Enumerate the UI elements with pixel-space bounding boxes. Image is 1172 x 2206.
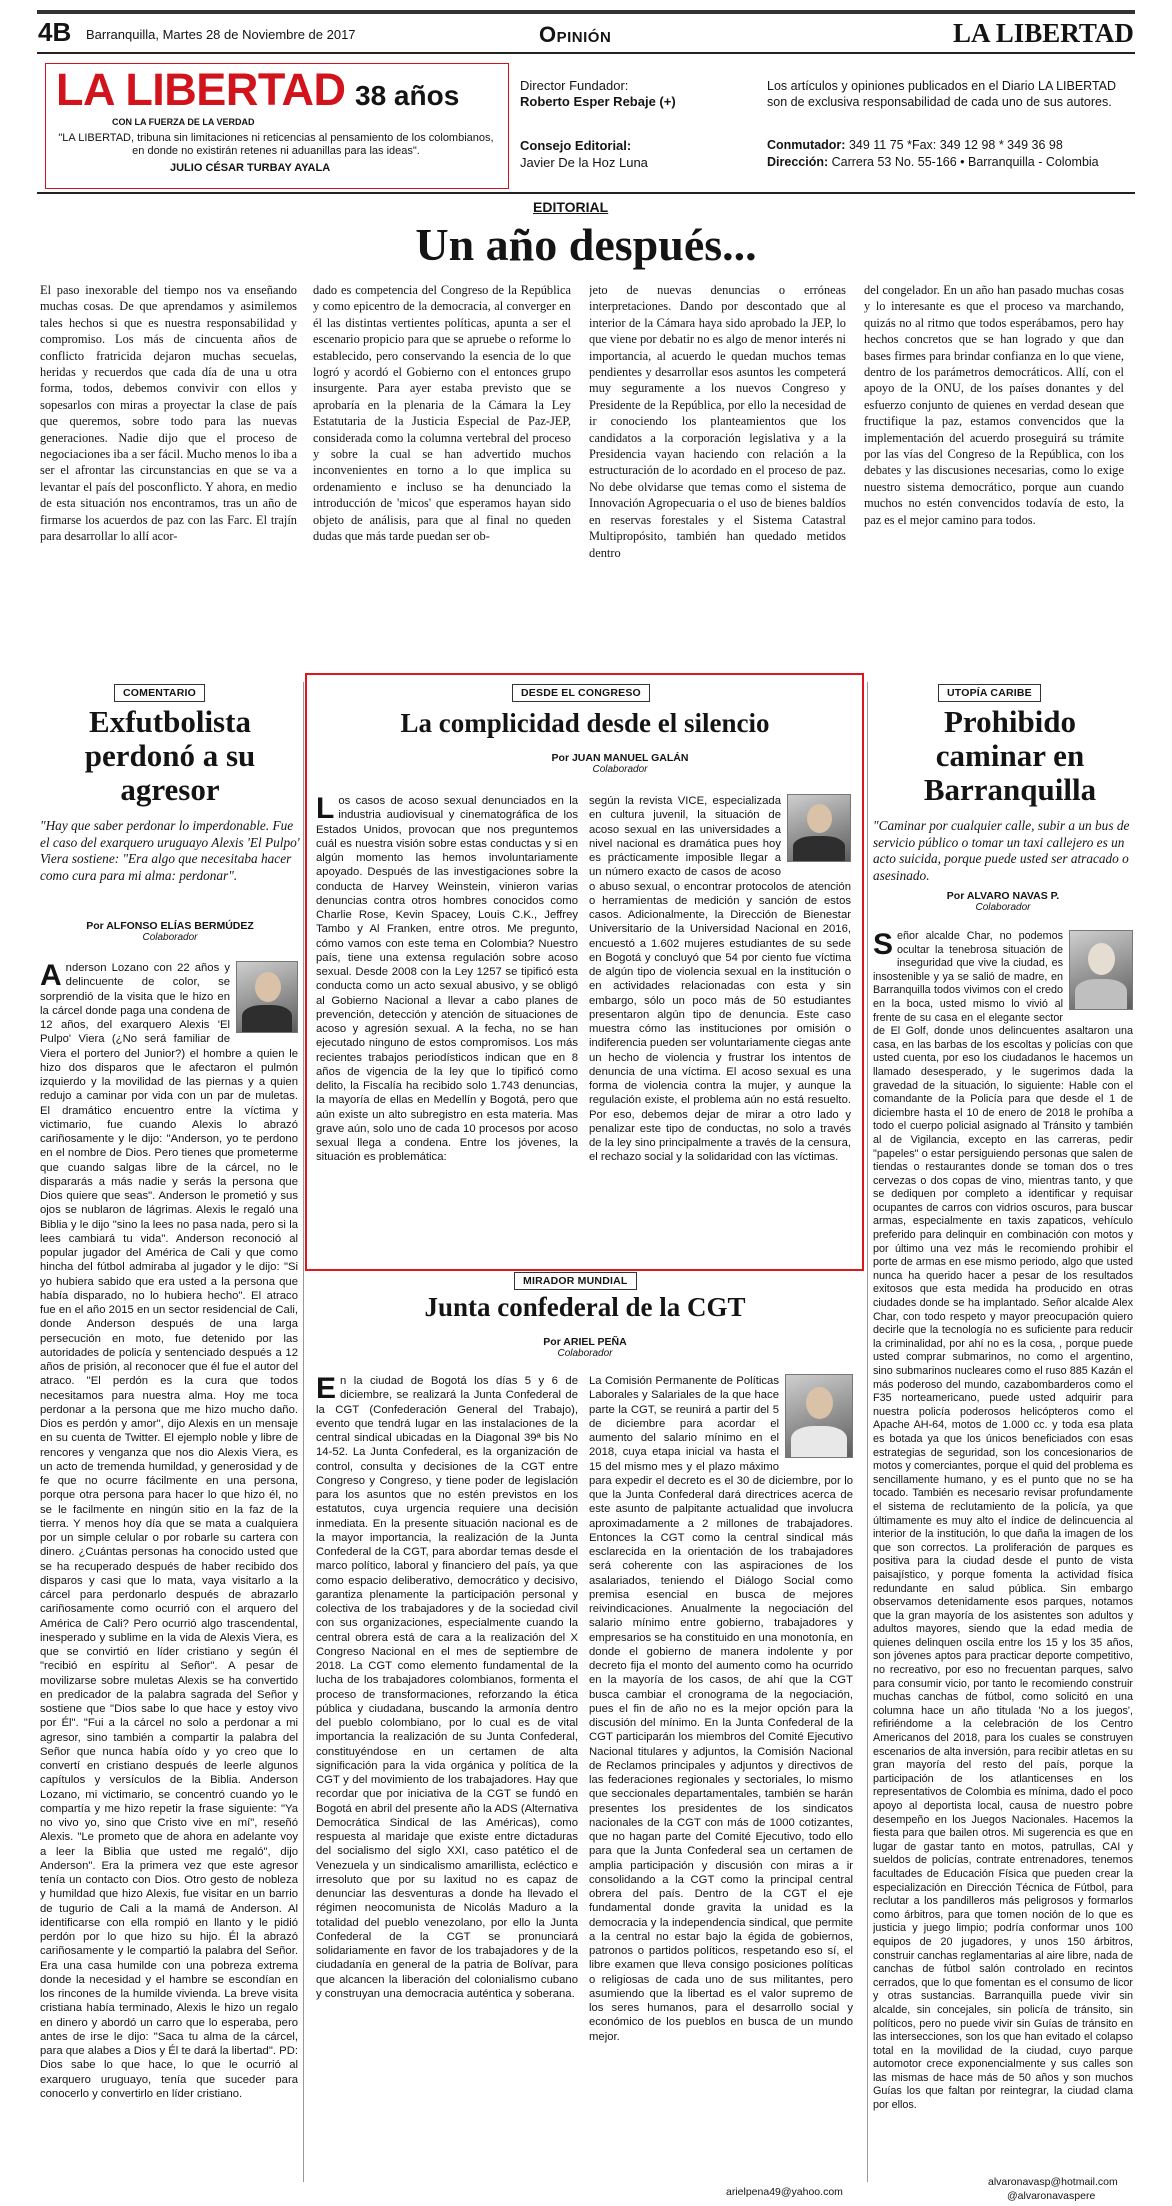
- founder-name: Roberto Esper Rebaje (+): [520, 94, 676, 109]
- editorial-column-4: del congelador. En un año han pasado muchas cosas y lo interesante es que el proceso va marchando, quizás no al ritmo que todos esperábamos, pero hay hechos concretos que se han logrado y que dan bases firmes para brindar confianza en lo que viene, dentro de los parámetros democráticos. Allí, con el apoyo de la ONU, de los países donantes y del esfuerzo conjunto de quienes en verdad desean que fructifique la paz, estamos convencidos que la implementación del acuerdo proseguirá su trámite por las vías del Congreso de la República, con los debates y las discusiones necesarias, como lo exige nuestro sistema democrático, porque aun cuando muchos no estén convencidos todavía de esto, la paz es el mejor camino para todos.: [864, 283, 1124, 527]
- comentario-author: Por ALFONSO ELÍAS BERMÚDEZ: [86, 920, 254, 932]
- editorial-label: EDITORIAL: [533, 199, 609, 215]
- comentario-role: Colaborador: [142, 932, 198, 943]
- masthead-slogan: CON LA FUERZA DE LA VERDAD: [112, 117, 255, 127]
- utopia-email: alvaronavasp@hotmail.com: [988, 2176, 1118, 2188]
- cgt-title: Junta confederal de la CGT: [424, 1292, 746, 1322]
- page-number: 4B: [38, 17, 72, 47]
- congreso-byline: [470, 752, 770, 775]
- utopia-label: UTOPÍA CARIBE: [938, 684, 1041, 702]
- top-rule: [37, 10, 1135, 14]
- editorial-title: Un año después...: [415, 219, 757, 270]
- utopia-lead: "Caminar por cualquier calle, subir a un bus de servicio público o tomar un taxi callejero es un acto suicida, porque puede usted ser atracado o asesinado.: [873, 818, 1130, 883]
- address-label: Dirección:: [767, 155, 829, 169]
- author-photo-bermudez: [236, 961, 298, 1033]
- divider-right: [867, 682, 868, 2182]
- congreso-role: Colaborador: [592, 764, 648, 775]
- utopia-drop-cap: S: [873, 930, 894, 961]
- cgt-byline: [470, 1336, 700, 1359]
- address: [767, 155, 1099, 169]
- utopia-twitter: @alvaronavaspere: [1007, 2190, 1096, 2202]
- cgt-drop-cap: E: [316, 1374, 337, 1405]
- masthead-rule: [37, 192, 1135, 194]
- header-date: Barranquilla, Martes 28 de Noviembre de 2017: [86, 27, 356, 42]
- utopia-role: Colaborador: [975, 902, 1031, 913]
- cgt-body-left: En la ciudad de Bogotá los días 5 y 6 de diciembre, se realizará la Junta Confederal de la CGT (Confederación General del Trabajo), evento que tendrá lugar en las instalaciones de la central sindical ubicadas en la Diagonal 39ª bis No 14-52. La Junta Confederal, es la organización de control, consulta y decisiones de la CGT entre Congreso y Congreso, y tiene poder de legislación para los asuntos que no estén previstos en los estatutos, cuya urgencia requiere una decisión inmediata. En la presente situación nacional es de la mayor importancia, la realización de la Junta Confederal de la CGT, para abordar temas desde el marco político, laboral y financiero del país, ya que como espacio deliberativo, democrático y decisivo, garantiza plenamente la participación personal y colectiva de los trabajadores y de la sociedad civil con sus organizaciones, especialmente cuando la central obrera está de cara a la realización del X Congreso Nacional en el mes de septiembre de 2018. La CGT como elemento fundamental de la lucha de los trabajadores colombianos, formenta el proceso de transformaciones, reforzando la ética pública y ciudadana, buscando la armonía dentro del pueblo colombiano, por lo cual es de vital importancia la realización de su Junta Confederal, constituyéndose en un certamen de alta significación para la vida orgánica y política de la CGT y del movimiento de los trabajadores. Hay que recordar que por iniciativa de la CGT se fundó en Bogotá en abril del presente año la ADS (Alternativa Democrática Sindical de las Américas), como respuesta al maridaje que existe entre dictaduras del socialismo del siglo XXI, caso patético el de Venezuela y un sindicalismo amarillista, ecléctico e irresoluto que por su laxitud no es capaz de denunciar las desventuras a donde ha llevado el régimen neocomunista de Nicolás Maduro a la totalidad del pueblo venezolano, por ello la Junta Confederal de la CGT se pronunciará solidariamente en favor de los trabajadores y de la ciudadanía en general de la patria de Bolívar, para que alcancen la liberación del colonialismo cubano y construyan una democracia auténtica y soberana.: [316, 1374, 578, 2000]
- comentario-byline: [40, 920, 300, 943]
- comentario-drop-cap: A: [40, 961, 62, 992]
- congreso-drop-cap: L: [316, 794, 335, 825]
- comentario-body: Anderson Lozano con 22 años y delincuente de color, se sorprendió de la visita que le hizo en la cárcel donde paga una condena de 12 años, del exarquero Alexis 'El Pulpo' Viera (¿No será familiar de Viera el portero del Junior?) el hombre a quien le hizo dos disparos que le afectaron el pulmón izquierdo y la movilidad de las piernas y a quien redujo a caminar por vida con un par de muletas. El dramático encuentro entre la víctima y victimario, fue cuando Alexis lo abrazó cariñosamente y le dijo: "Anderson, yo te perdono en el nombre de Dios. Pero tienes que prometerme que cuando salgas libre de la cárcel, no le dispararás a más nadie y serás la persona que Dios quiere que seas". Anderson le prometió y sus ojos se nublaron de lágrimas. Alexis le regaló una Biblia y le dijo "sino la lees no pasa nada, pero si la lees cambiará tu vida". Anderson reconoció al popular jugador del América de Cali y que como hincha del fútbol admiraba al jugador y le dijo: "Si yo hubiera sabido que era usted a la persona que había disparado, no lo hubiera hecho". El atraco fue en el año 2015 en un sector residencial de Cali, donde Anderson después de una larga persecución en moto, fue detenido por las autoridades de policía y sentenciado después a 12 años de prisión, al reconocer que él fue el autor del atraco. "El perdón es la cura que todos necesitamos para nuestra alma. Hoy me toca perdonar a la persona que me hizo mucho daño. Dios es perdón y amor", dijo Alexis en un mensaje en su cuenta de Twitter. El ejemplo noble y libre de rencores y venganza que nos dio Alexis Viera, es un acto de tremenda humildad, y generosidad y de fe que no ocurre fácilmente en una persona, porque otra persona para hacer lo que hizo él, no se le facilmente en ningún sitio en la faz de la tierra. Y menos hoy día que se mata a cualquiera por un simple celular o por robarle su cartera con dinero. ¿Cuántas personas ha conocido usted que se ha recuperado después de haber recibido dos disparos y casi que lo mata, vaya visitarlo a la cárcel para perdonarlo después de abrazarlo cariñosamente como ocurrió con el arquero del América de Cali? Pero ocurrió algo trascendental, inesperado y sublime en la vida de Alexis Viera, es que se convirtió en líder cristiano y según él "recibió en espíritu al Señor". A pesar de movilizarse sobre muletas Alexis se ha convertido en predicador de la palabra sagrada del Señor y sostiene que "Dios sabe lo que hace y estoy vivo por Él". "Fui a la cárcel no solo a perdonar a mi agresor, sino también a compartir la palabra del Señor que nunca había oído y yo creo que lo convertí en cristiano después de leerle algunos capítulos y versículos de la Biblia. Anderson Lozano, mi victimario, se concentró cuando yo le compartía y me hizo repetir la frase siguiente: "Ya no vivo yo, sino que Cristo vive en mí", reseñó Alexis. "Le prometo que de ahora en adelante voy a leer la Biblia que usted me regaló", dijo Anderson". Era la primera vez que este agresor tenía un contacto con Dios. Otro gesto de nobleza y humildad que hizo Alexis, fue visitar en un barrio de tugurio de Cali a la mamá de Anderson. Al identificarse con ella rompió en llanto y le pidió perdón por lo que hizo su hijo. Él la abrazó cariñosamente y le compartió la palabra del Señor. Era una casa humilde con una pobreza extrema donde la necesidad y el hambre se escondían en los rincones de la humilde vivienda. La breve visita cristiana había terminado, Alexis le hizo un regalo en dinero y abordó un carro que lo esperaba, pero antes de irse le dijo: "Saca tu alma de la cárcel, para que alabes a Dios y Él te dará la libertad". PD: Dios sabe lo que hace, lo que le ocurrió al exarquero uruguayo, tenía que suceder para conocerlo y convertirlo en líder cristiano.: [40, 961, 298, 2100]
- address-text: Carrera 53 No. 55-166 • Barranquilla - Colombia: [831, 155, 1099, 169]
- congreso-author: Por JUAN MANUEL GALÁN: [551, 752, 689, 764]
- utopia-byline: [873, 890, 1133, 913]
- disclaimer: Los artículos y opiniones publicados en el Diario LA LIBERTAD son de exclusiva responsabilidad de cada uno de sus autores.: [767, 79, 1117, 109]
- masthead-logo: LA LIBERTAD: [56, 64, 346, 115]
- cgt-role: Colaborador: [557, 1348, 613, 1359]
- switchboard: [767, 138, 1063, 152]
- section-title: Opinión: [539, 22, 612, 47]
- switchboard-label: Conmutador:: [767, 138, 846, 152]
- cgt-author: Por ARIEL PEÑA: [543, 1336, 627, 1348]
- cgt-body-right: La Comisión Permanente de Políticas Laborales y Salariales de la que hace parte la CGT, se reunirá a partir del 5 de diciembre para acordar el aumento del salario mínimo en el 2018, cuya etapa inicial va hasta el 15 del mismo mes y el plazo máximo para expedir el decreto es el 30 de diciembre, por lo que la Junta Confederal dará directrices acerca de este asunto de palpitante actualidad que involucra aproximadamente a 2 millones de trabajadores. Entonces la CGT como la central sindical más esclarecida en la orientación de los trabajadores será coherente con las aspiraciones de los asalariados, teniendo el Diálogo Social como premisa esencial en busca de mejores reivindicaciones. Anualmente la negociación del salario mínimo entre gobierno, trabajadores y empresarios se ha constituido en una monotonía, en donde el gobierno de manera indolente y por decreto fija el monto del aumento como ha ocurrido en la mayoría de los casos, de ahí que la CGT busca cambiar el cronograma de la negociación, pues el fin de año no es la mejor opción para la discusión del mínimo. En la Junta Confederal de la CGT participarán los miembros del Comité Ejecutivo Nacional titulares y adjuntos, la Comisión Nacional de Reclamos principales y adjuntos y directivos de las federaciones regionales y sectoriales, lo mismo que seccionales departamentales, también se harán presentes los presidentes de los sindicatos nacionales de la CGT con más de 1000 cotizantes, que no hagan parte del Comité Ejecutivo, todo ello para que la Junta Confederal sea un certamen de amplia participación y discusión con miras a ir consolidando a la CGT como la principal central obrera del país. Dentro de la CGT el eje fundamental donde gravita la unidad es la democracia y la independencia sindical, que permite a la central no estar bajo la égida de gobiernos, patronos o partidos políticos, respetando eso sí, el libre examen que lleva consigo posiciones políticas o religiosas de cada uno de sus militantes, pero asumiendo que la libertad es el valor supremo de los seres humanos, para el desarrollo social y económico de los pueblos en busca de un mundo mejor.: [589, 1375, 853, 2043]
- cgt-label: MIRADOR MUNDIAL: [514, 1272, 637, 1290]
- author-photo-navas: [1069, 930, 1133, 1010]
- founder-label: Director Fundador:: [520, 78, 629, 93]
- cgt-email: arielpena49@yahoo.com: [726, 2186, 843, 2198]
- masthead-motto: "LA LIBERTAD, tribuna sin limitaciones ni reticencias al pensamiento de los colombianos, en donde no existirán retenes ni aduanillas para las ideas".: [58, 132, 494, 157]
- congreso-title: La complicidad desde el silencio: [400, 708, 770, 738]
- masthead-years: 38 años: [355, 80, 460, 111]
- author-photo-pena: [785, 1374, 853, 1458]
- author-photo-galan: [787, 794, 851, 862]
- editorial-column-2: dado es competencia del Congreso de la República y como epicentro de la democracia, al converger en él las distintas vertientes políticas, apunta a ser el escenario propicio para que se apruebe o reforme lo establecido, pero conservando la esencia de lo que logró y acordó el Gobierno con el entonces grupo insurgente. Para ayer estaba previsto que se aprobaría en la plenaria de la Cámara la Ley Estatutaria de la Justicia Especial de Paz-JEP, considerada como la columna vertebral del proceso y sobre la cual se han advertido muchos inconvenientes en torno a lo que implica su ordenamiento e incluso se ha denunciado la introducción de 'micos' que esperamos hayan sido objeto de análisis, para que al final no queden dudas que más tarde puedan ser ob-: [313, 283, 571, 544]
- congreso-body-right: según la revista VICE, especializada en cultura juvenil, la situación de acoso sexual en las universidades a nivel nacional es dramática pues hoy es prácticamente imposible llegar a un número exacto de casos de acoso o abuso sexual, o encontrar protocolos de atención o herramientas de medición y sanción de estos casos. Adicionalmente, la Dirección de Bienestar Universitario de la Universidad Nacional en 2016, encuestó a 1.602 mujeres estudiantes de su sede en Bogotá y concluyó que 54 por ciento fue víctima de algún tipo de violencia sexual en la institución o en actividades relacionadas con esta y sin embargo, sólo un poco más de 50 estudiantes presentaron algún tipo de denuncia. Este caso muestra cómo las instituciones por omisión o indiferencia pueden ser voluntariamente ciegas ante un hecho de violencia y frustrar los intentos de denuncia de una víctima. El acoso sexual es una forma de violencia contra la mujer, y aunque la regulación existe, el problema aún no está resuelto. Por eso, debemos dejar de mirar a otro lado y penalizar este tipo de conductas, no solo a través de la ley sino principalmente a través de la censura, el rechazo social y la solidaridad con las víctimas.: [589, 795, 851, 1164]
- divider-left: [303, 682, 304, 2182]
- congreso-label: DESDE EL CONGRESO: [512, 684, 650, 702]
- congreso-body-left: Los casos de acoso sexual denunciados en la industria audiovisual y cinematográfica de los Estados Unidos, provocan que nos preguntemos cuál es nuestra visión sobre estas conductas y si en algún momento las hemos involuntariamente apoyado. Después de las investigaciones sobre la conducta de Harvey Weinstein, vinieron varias denuncias contra otros hombres conocidos como Charlie Rose, Kevin Spacey, Louis C.K., Jeffrey Tambo y Al Franken, entre otros. Me pregunto, cómo vamos con este tema en Colombia? Nuestro país, tiene una extensa regulación sobre acoso sexual. Desde 2008 con la Ley 1257 se tipificó esta conducta como un acto sexual abusivo, y se obligó al Gobierno Nacional a llevar a cabo planes de prevención, detección y atención de situaciones de acoso y agresión sexual. A la fecha, no se han ejecutado ninguno de estos compromisos. Los más recientes trabajos periodísticos indican que en 8 años de vigencia de la ley que lo tipificó como delito, la Fiscalía ha recibido solo 1.743 denuncias, la mayoría de ellas en Medellín y Bogotá, pero que aún existe un alto subregistro en esta materia. Mas grave aún, solo uno de cada 10 procesos por acoso sexual llega a condena. Entre los jóvenes, la situación es problemática:: [316, 794, 578, 1164]
- masthead-motto-author: JULIO CÉSAR TURBAY AYALA: [170, 162, 331, 174]
- editorial-column-3: jeto de nuevas denuncias o erróneas interpretaciones. Dando por descontado que al interior de la Cámara haya sido aprobado la JEP, lo que viene por debatir no es algo de menor interés ni importancia, al acuerdo le quedan muchos temas pendientes y desarrollar esos asuntos les competerá muy seguramente a los nuevos Congreso y Presidente de la República, por ello la necesidad de ir conociendo los planteamientos que los candidatos a la corporación legislativa y a la Presidencia vayan haciendo con relación a la estructuración de lo acordado en el proceso de paz. No debe olvidarse que temas como el sistema de Innovación Agropecuaria o el uso de bienes baldíos en reservas forestales y el Sistema Catastral Multipropósito, también han quedado metidos dentro: [589, 283, 846, 560]
- header-rule: [37, 52, 1135, 54]
- utopia-title: Prohibido caminar en Barranquilla: [923, 704, 1097, 807]
- council-name: Javier De la Hoz Luna: [520, 155, 648, 170]
- editorial-column-1: El paso inexorable del tiempo nos va enseñando muchas cosas. De que aprendamos y asimilemos tales hechos si que es nuestra responsabilidad y compromiso. Los más de cincuenta años de conflicto fratricida dejaron muchas secuelas, heridas y recuerdos que cada día de una u otra forma, todos, debemos convivir con ellos y sopesarlos con miras a proyectar la clase de país que queremos, sobre todo para las nuevas generaciones. Nadie dijo que el proceso de negociaciones iba a ser fácil. Mucho menos lo iba a ser el afrontar las circunstancias en que se va a levantar el país del posconflicto. Y ahora, en medio de esta situación nos encontramos, tras un año de firmarse los acuerdos de paz con las Farc. El trajín para desarrollar lo allí acor-: [40, 283, 297, 544]
- utopia-author: Por ALVARO NAVAS P.: [946, 890, 1060, 902]
- header-paper-name: LA LIBERTAD: [953, 18, 1134, 48]
- comentario-lead: "Hay que saber perdonar lo imperdonable. Fue el caso del exarquero uruguayo Alexis 'El Pulpo' Viera sostiene: "Era algo que necesitaba hacer como cura para mi alma: perdonar".: [40, 818, 300, 883]
- switchboard-numbers: 349 11 75 *Fax: 349 12 98 * 349 36 98: [848, 138, 1063, 152]
- utopia-body: Señor alcalde Char, no podemos ocultar la tenebrosa situación de inseguridad que vive la ciudad, es insostenible y ya se salió de madre, en Barranquilla todos vivimos con el credo en la boca, usted mismo lo vivió al frente de su casa en el elegante sector de El Golf, donde unos delincuentes asaltaron una casa, en las barbas de los escoltas y policías con que usted cuenta, por eso los ciudadanos le hacemos un llamado desesperado, y le sugerimos dada la gravedad de la situación, lo siguiente: Hable con el comandante de la Policía para que desde el 1 de diciembre hasta el 10 de enero de 2018 le prohíba a todo el cuerpo policial asignado al Tránsito y también al de Vigilancia, excepto en las carreras, pedir "papeles" o estar persiguiendo personas que salen de tiendas o restaurantes donde se toman dos o tres cervezas o dos copas de vino, mientras tanto, y que se dediquen por completo a identificar y requisar ocupantes de carros con vidrios oscuros, para buscar armas, especialmente en taxis zapaticos, vehículo preferido para delinquir en combinación con motos y por último una vez más le recomiendo prohibir el porte de armas en ese mismo periodo, algo que usted nunca ha querido hacer a pesar de los resultados exitosos que esta medida ha producido en otras ciudades donde se ha implantado. Señor alcalde Alex Char, con todo respeto y mayor preocupación quiero decirle que la tecnología no es suficiente para reducir la criminalidad, por ahí no es la cosa, , porque puede usted comprar submarinos, no como el argentino, sino submarinos nucleares como el ruso 885 Kazán el más poderoso del mundo, cazabombarderos como el F35 norteamericano, puede usted adquirir para nuestra policía poderosos helicópteros como el Apache AH-64, motos de 1.000 cc. y toda esa plata es botada ya que los únicos beneficiados con esas estrategias de seguridad, son los concesionarios de motos y comerciantes, porque el quid del problema es sencillamente humano, y es el punto que no se ha tocado. También es necesario revisar profundamente el sistema de reclutamiento de la policía, ya que últimamente es muy alto el índice de delincuencia al interior de la institución, lo que daña la imagen de los que son correctos. La proliferación de parques es positiva para la ciudad desde el punto de vista paisajístico, y porque fomenta la actividad física redundante en salud pública. Sin embargo observamos detenidamente esos parques, notamos que la gran mayoría de los asistentes son adultos y adultos mayores, siendo que la edad media de quienes delinquen oscila entre los 15 y los 35 años, son jóvenes aptos para practicar deporte competitivo, no recreativo, por eso no frecuentan parques, salvo para consumir vicio, por tanto le recomiendo construir muchas canchas de fútbol, como solicitó en una columna hace un año titulada 'No a los juegos', refiriéndome a la celebración de los Centro Americanos del 2018, para los cuales se construyen escenarios de alta inversión, para recibir atletas en su gran mayoría del resto del país, porque la participación de los atlanticenses en los representativos de Colombia es mínima, dado el poco apoyo al deportista local, causa de nuestro pobre desempeño en los Juegos Nacionales. Hacemos la fiesta para que bailen otros. Mi sugerencia es que en lugar de gastar tanto en motos, patrullas, CAI y sueldos de policías, contrate entrenadores, tenemos facultades de Educación Física que pueden crear la especialización en Dirección Técnica de Fútbol, para reclutar a los pandilleros más peligrosos y formarlos como árbitros, para que tomen noción de lo que es justicia y juego limpio; podría conformar unos 100 equipos de 20 jugadores, y unos 150 árbitros, construir canchas reglamentarias al aire libre, nada de canchas de fútbol salón controlado en recintos cerrados, que lo que fomentan es el consumo de licor y otras sustancias. Barranquilla puede vivir sin alcalde, sin concejales, sin policía de tránsito, sin políticos, pero no puede vivir sin Guías de tránsito en las intersecciones, son los que han evitado el colapso total en la movilidad de la ciudad, cuyo parque automotor crece exponencialmente y sus calles son las mismas de hace más de 50 años y son muchos Guías los que faltan por reintegrar, la ciudad clama por ellos.: [873, 930, 1133, 2112]
- comentario-label: COMENTARIO: [114, 684, 205, 702]
- council-label: Consejo Editorial:: [520, 138, 632, 153]
- comentario-title: Exfutbolista perdonó a su agresor: [84, 704, 256, 807]
